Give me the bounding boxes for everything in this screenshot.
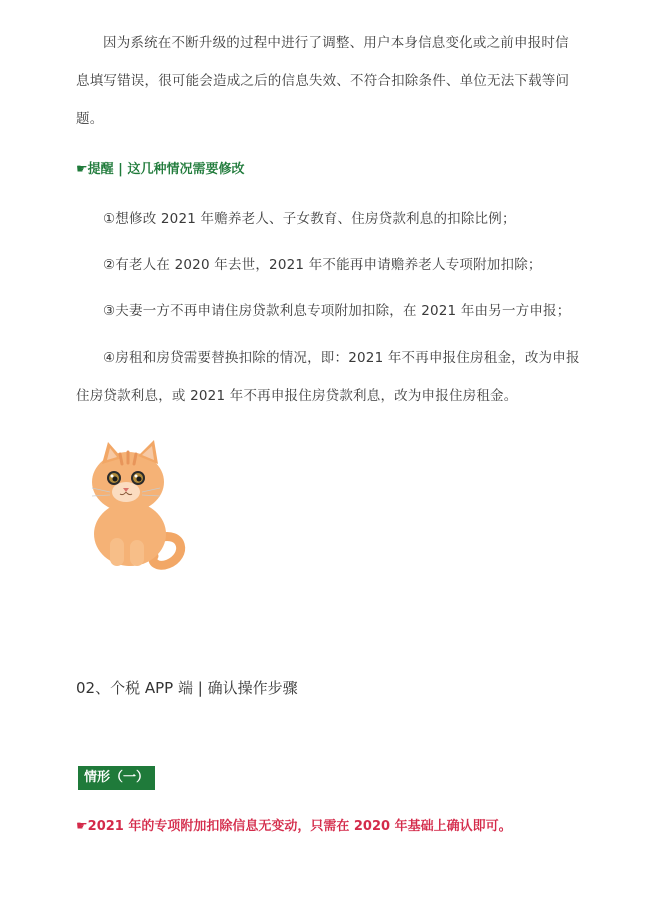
orange-cat-illustration: [80, 438, 190, 570]
section-title: 02、个税 APP 端 | 确认操作步骤: [76, 679, 298, 697]
intro-paragraph: 因为系统在不断升级的过程中进行了调整、用户本身信息变化或之前申报时信息填写错误，很可能会造成之后的信息失效、不符合扣除条件、单位无法下载等问题。: [76, 35, 570, 127]
list-item: ②有老人在 2020 年去世，2021 年不能再申请赡养老人专项附加扣除；: [103, 257, 542, 273]
note-text: ☛2021 年的专项附加扣除信息无变动，只需在 2020 年基础上确认即可。: [76, 819, 512, 834]
reminder-heading: ☛提醒 | 这几种情况需要修改: [76, 162, 245, 177]
list-item: ④房租和房贷需要替换扣除的情况，即：2021 年不再申报住房租金，改为申报住房贷款利息，或 2021 年不再申报住房贷款利息，改为申报住房租金。: [76, 350, 580, 404]
list-item: ③夫妻一方不再申请住房贷款利息专项附加扣除，在 2021 年由另一方申报；: [103, 303, 571, 319]
list-item: ①想修改 2021 年赡养老人、子女教育、住房贷款利息的扣除比例；: [103, 211, 516, 227]
case-tag: 情形（一）: [78, 766, 155, 790]
